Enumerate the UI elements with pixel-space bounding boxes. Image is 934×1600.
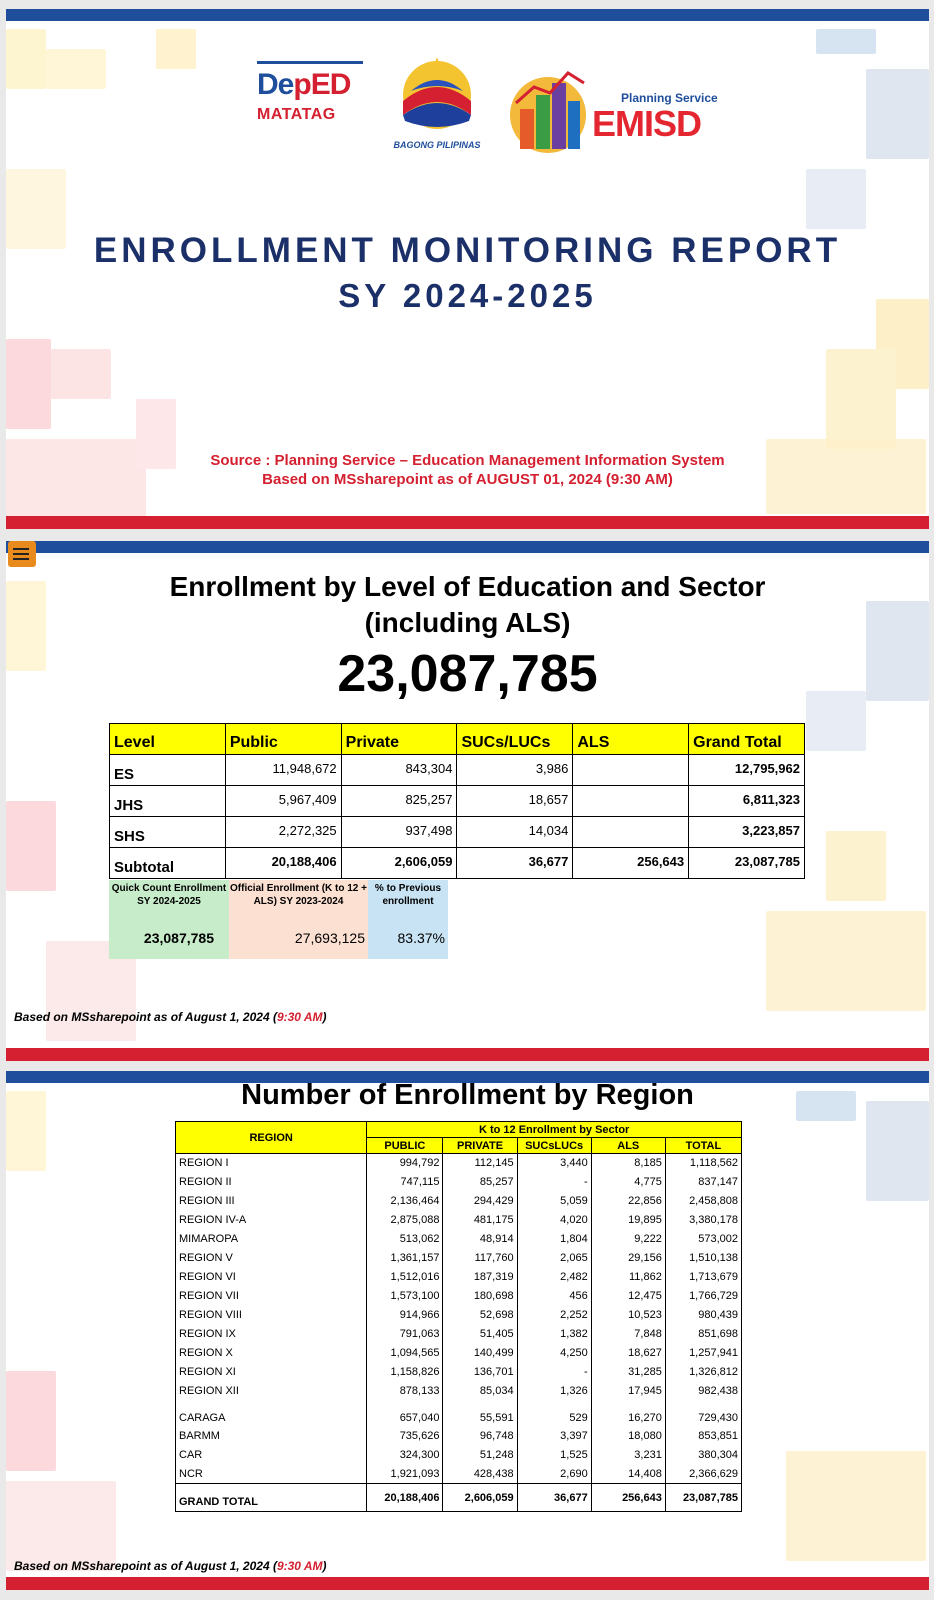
table-row: [176, 1287, 742, 1306]
region-value-cell: 324,300: [367, 1446, 443, 1465]
region-value-cell: 7,848: [591, 1325, 665, 1344]
bagong-pilipinas-emblem-icon: [391, 55, 483, 133]
bottom-red-bar: [6, 516, 929, 529]
region-value-cell: 112,145: [443, 1154, 517, 1173]
region-value-cell: 187,319: [443, 1268, 517, 1287]
subtotal-row: Subtotal 20,188,406 2,606,059 36,677 256,643 23,087,785: [110, 848, 805, 879]
region-value-cell: 136,701: [443, 1363, 517, 1382]
region-value-cell: 1,326,812: [665, 1363, 741, 1382]
level-sector-slide: [6, 541, 929, 1061]
percent-previous-box: % to Previous enrollment 83.37%: [368, 880, 448, 959]
table-row: ES 11,948,672 843,304 3,986 12,795,962: [110, 755, 805, 786]
report-school-year: SY 2024-2025: [338, 277, 597, 314]
table-row: [176, 1344, 742, 1363]
region-value-cell: 294,429: [443, 1192, 517, 1211]
region-value-cell: 12,475: [591, 1287, 665, 1306]
region-name-cell: REGION VII: [176, 1287, 367, 1306]
slide-title: Number of Enrollment by Region: [241, 1079, 694, 1111]
table-row: [176, 1230, 742, 1249]
quick-count-box: Quick Count Enrollment SY 2024-2025 23,087,785: [109, 880, 229, 959]
region-value-cell: 85,257: [443, 1173, 517, 1192]
deped-matatag-logo: DepED MATATAG: [257, 61, 363, 132]
top-blue-bar: [6, 541, 929, 553]
report-title: ENROLLMENT MONITORING REPORT: [93, 231, 842, 270]
region-value-cell: 529: [517, 1401, 591, 1427]
region-name-cell: REGION XI: [176, 1363, 367, 1382]
region-value-cell: 10,523: [591, 1306, 665, 1325]
total-enrollment: 23,087,785: [337, 645, 598, 703]
region-value-cell: 51,248: [443, 1446, 517, 1465]
region-value-cell: 1,713,679: [665, 1268, 741, 1287]
region-value-cell: 657,040: [367, 1401, 443, 1427]
footer-note: Based on MSsharepoint as of August 1, 2024 (9:30 AM): [14, 1010, 327, 1024]
region-name-cell: BARMM: [176, 1427, 367, 1446]
region-value-cell: 980,439: [665, 1306, 741, 1325]
region-value-cell: 994,792: [367, 1154, 443, 1173]
table-row: [176, 1382, 742, 1401]
region-value-cell: 1,804: [517, 1230, 591, 1249]
region-name-cell: REGION VIII: [176, 1306, 367, 1325]
top-blue-bar: [6, 9, 929, 21]
region-value-cell: 117,760: [443, 1249, 517, 1268]
region-value-cell: 1,158,826: [367, 1363, 443, 1382]
table-row: [176, 1465, 742, 1484]
region-value-cell: 2,366,629: [665, 1465, 741, 1484]
region-value-cell: 14,408: [591, 1465, 665, 1484]
region-value-cell: 735,626: [367, 1427, 443, 1446]
bagong-pilipinas-logo: BAGONG PILIPINAS: [382, 55, 492, 150]
region-value-cell: 573,002: [665, 1230, 741, 1249]
region-value-cell: 2,136,464: [367, 1192, 443, 1211]
region-value-cell: 4,775: [591, 1173, 665, 1192]
region-value-cell: 1,326: [517, 1382, 591, 1401]
region-value-cell: 982,438: [665, 1382, 741, 1401]
table-row: [176, 1446, 742, 1465]
table-row: SHS 2,272,325 937,498 14,034 3,223,857: [110, 817, 805, 848]
region-value-cell: 3,397: [517, 1427, 591, 1446]
region-value-cell: 1,766,729: [665, 1287, 741, 1306]
table-row: JHS 5,967,409 825,257 18,657 6,811,323: [110, 786, 805, 817]
region-value-cell: 3,440: [517, 1154, 591, 1173]
region-value-cell: 837,147: [665, 1173, 741, 1192]
region-name-cell: REGION X: [176, 1344, 367, 1363]
region-value-cell: 481,175: [443, 1211, 517, 1230]
grand-total-row: GRAND TOTAL 20,188,406 2,606,059 36,677 256,643 23,087,785: [176, 1484, 742, 1512]
table-row: [176, 1211, 742, 1230]
region-value-cell: 4,020: [517, 1211, 591, 1230]
region-value-cell: 428,438: [443, 1465, 517, 1484]
region-value-cell: 3,231: [591, 1446, 665, 1465]
region-value-cell: 9,222: [591, 1230, 665, 1249]
region-value-cell: 456: [517, 1287, 591, 1306]
region-value-cell: 2,482: [517, 1268, 591, 1287]
table-row: [176, 1154, 742, 1173]
table-row: [176, 1325, 742, 1344]
table-header-row: Level Public Private SUCs/LUCs ALS Grand Total: [110, 724, 805, 755]
region-value-cell: 31,285: [591, 1363, 665, 1382]
region-value-cell: 2,065: [517, 1249, 591, 1268]
region-name-cell: REGION IV-A: [176, 1211, 367, 1230]
region-value-cell: 19,895: [591, 1211, 665, 1230]
region-value-cell: 140,499: [443, 1344, 517, 1363]
region-value-cell: 1,573,100: [367, 1287, 443, 1306]
region-value-cell: 2,458,808: [665, 1192, 741, 1211]
region-name-cell: REGION VI: [176, 1268, 367, 1287]
region-name-cell: REGION II: [176, 1173, 367, 1192]
region-value-cell: 747,115: [367, 1173, 443, 1192]
official-enrollment-box: Official Enrollment (K to 12 + ALS) SY 2023-2024 27,693,125: [229, 880, 368, 959]
region-value-cell: 729,430: [665, 1401, 741, 1427]
region-value-cell: 11,862: [591, 1268, 665, 1287]
table-row: [176, 1268, 742, 1287]
table-header-row: REGION K to 12 Enrollment by Sector: [176, 1122, 742, 1138]
region-name-cell: REGION III: [176, 1192, 367, 1211]
region-value-cell: 380,304: [665, 1446, 741, 1465]
region-value-cell: 2,875,088: [367, 1211, 443, 1230]
region-value-cell: 791,063: [367, 1325, 443, 1344]
comment-icon[interactable]: [8, 541, 36, 567]
region-value-cell: 1,921,093: [367, 1465, 443, 1484]
table-row: [176, 1173, 742, 1192]
table-row: [176, 1249, 742, 1268]
region-value-cell: 18,627: [591, 1344, 665, 1363]
region-value-cell: 16,270: [591, 1401, 665, 1427]
region-value-cell: 55,591: [443, 1401, 517, 1427]
region-name-cell: REGION V: [176, 1249, 367, 1268]
table-row: [176, 1363, 742, 1382]
slide-title: Enrollment by Level of Education and Sector (including ALS): [169, 571, 766, 638]
region-value-cell: 1,361,157: [367, 1249, 443, 1268]
region-value-cell: 1,510,138: [665, 1249, 741, 1268]
table-row: [176, 1306, 742, 1325]
region-name-cell: NCR: [176, 1465, 367, 1484]
region-value-cell: 1,257,941: [665, 1344, 741, 1363]
region-value-cell: 1,094,565: [367, 1344, 443, 1363]
region-value-cell: 22,856: [591, 1192, 665, 1211]
footer-note: Based on MSsharepoint as of August 1, 2024 (9:30 AM): [14, 1559, 327, 1573]
region-value-cell: 8,185: [591, 1154, 665, 1173]
level-sector-table: [109, 723, 805, 879]
region-name-cell: REGION XII: [176, 1382, 367, 1401]
region-name-cell: REGION I: [176, 1154, 367, 1173]
region-value-cell: -: [517, 1173, 591, 1192]
region-value-cell: 2,252: [517, 1306, 591, 1325]
table-row: [176, 1192, 742, 1211]
emisd-chart-icon: [506, 63, 590, 159]
region-value-cell: 878,133: [367, 1382, 443, 1401]
region-slide: [6, 1071, 929, 1590]
table-row: [176, 1427, 742, 1446]
region-value-cell: 51,405: [443, 1325, 517, 1344]
region-table: [175, 1121, 742, 1512]
region-value-cell: 52,698: [443, 1306, 517, 1325]
region-name-cell: CARAGA: [176, 1401, 367, 1427]
region-value-cell: 1,525: [517, 1446, 591, 1465]
region-value-cell: 18,080: [591, 1427, 665, 1446]
region-value-cell: 853,851: [665, 1427, 741, 1446]
region-name-cell: REGION IX: [176, 1325, 367, 1344]
region-value-cell: 180,698: [443, 1287, 517, 1306]
logo-row: [6, 55, 929, 165]
region-value-cell: 2,690: [517, 1465, 591, 1484]
title-slide: [6, 9, 929, 529]
region-value-cell: 85,034: [443, 1382, 517, 1401]
region-value-cell: 48,914: [443, 1230, 517, 1249]
bottom-red-bar: [6, 1048, 929, 1061]
region-value-cell: 29,156: [591, 1249, 665, 1268]
region-value-cell: 914,966: [367, 1306, 443, 1325]
region-value-cell: -: [517, 1363, 591, 1382]
bottom-red-bar: [6, 1577, 929, 1590]
region-value-cell: 5,059: [517, 1192, 591, 1211]
table-row: [176, 1401, 742, 1427]
region-value-cell: 96,748: [443, 1427, 517, 1446]
region-name-cell: CAR: [176, 1446, 367, 1465]
region-name-cell: MIMAROPA: [176, 1230, 367, 1249]
region-value-cell: 1,118,562: [665, 1154, 741, 1173]
source-date-line: Based on MSsharepoint as of AUGUST 01, 2024 (9:30 AM): [262, 471, 673, 488]
region-value-cell: 513,062: [367, 1230, 443, 1249]
region-value-cell: 1,512,016: [367, 1268, 443, 1287]
region-value-cell: 4,250: [517, 1344, 591, 1363]
region-value-cell: 3,380,178: [665, 1211, 741, 1230]
region-value-cell: 1,382: [517, 1325, 591, 1344]
table-subheader-row: PUBLIC PRIVATE SUCsLUCs ALS TOTAL: [176, 1138, 742, 1154]
region-value-cell: 17,945: [591, 1382, 665, 1401]
emisd-logo: Planning Service EMISD: [506, 63, 736, 159]
source-line: Source : Planning Service – Education Management Information System: [210, 452, 725, 469]
region-value-cell: 851,698: [665, 1325, 741, 1344]
